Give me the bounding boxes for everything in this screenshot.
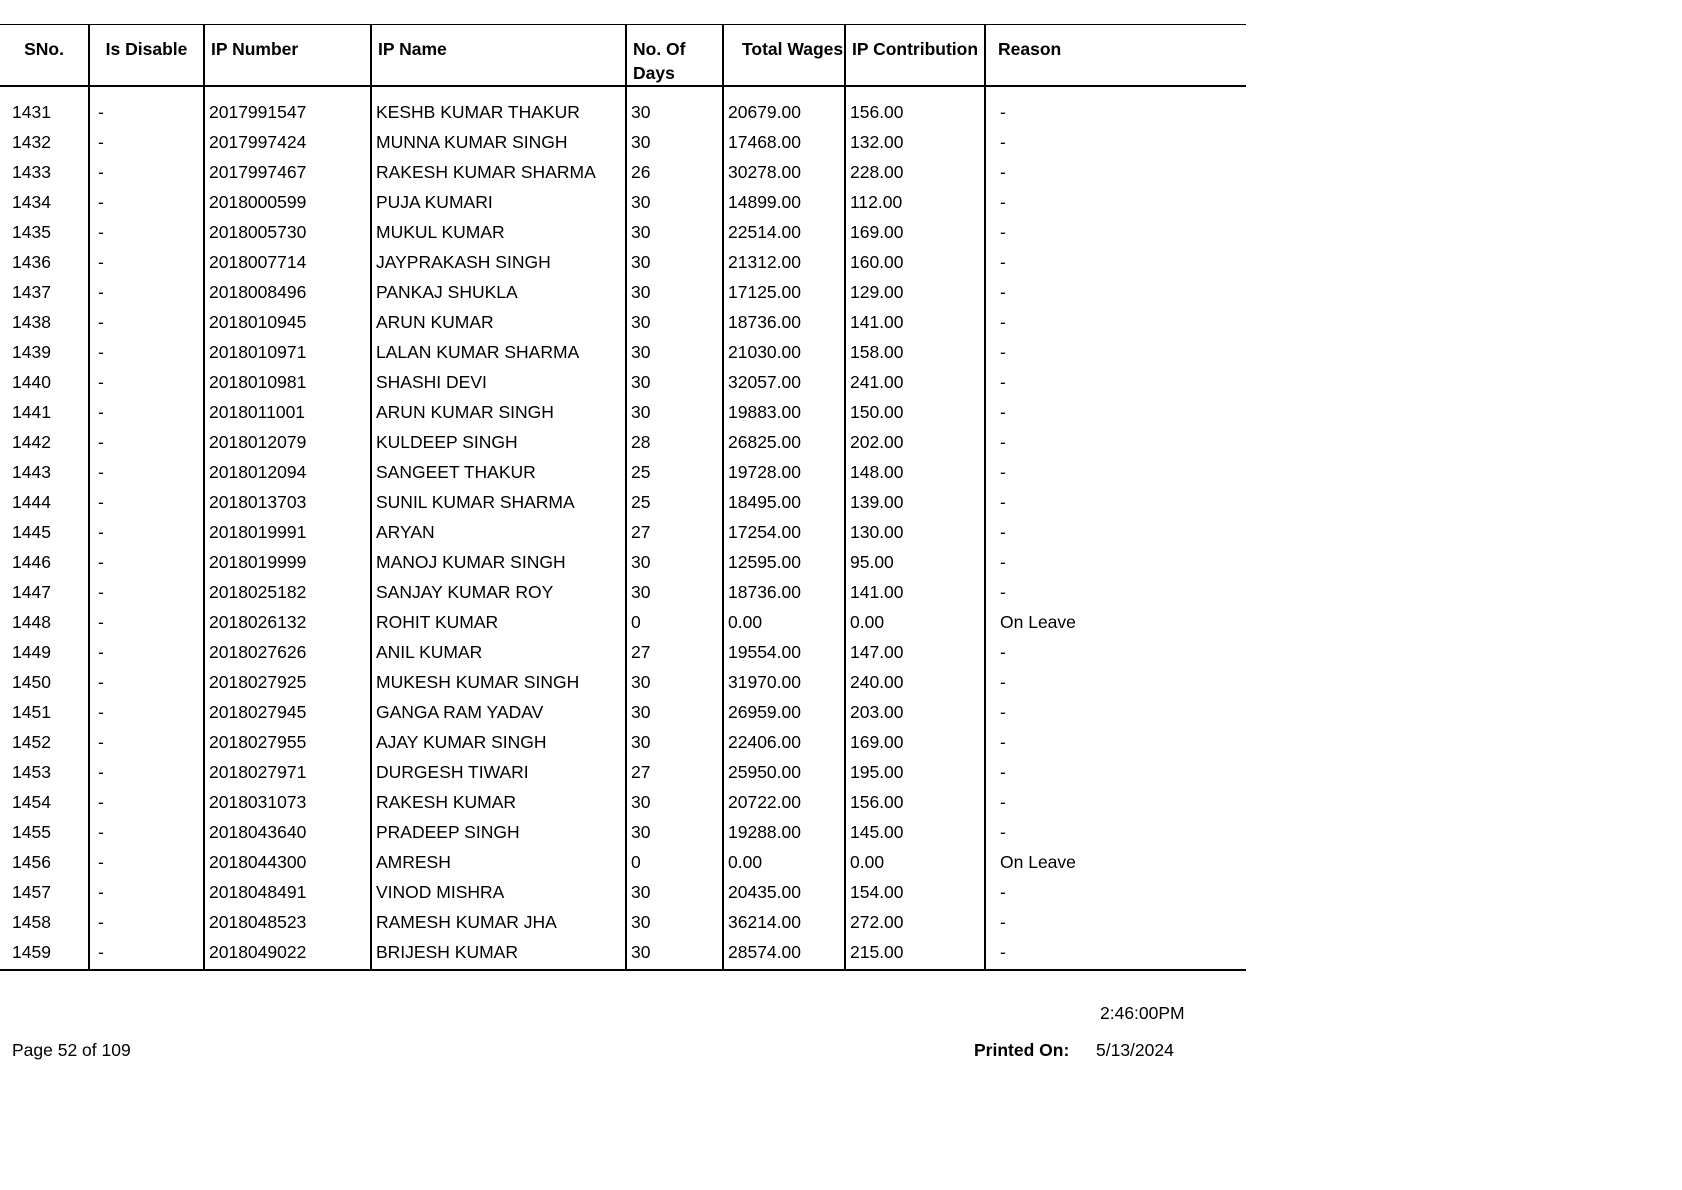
cell-is-disable: - [89,159,204,189]
cell-is-disable: - [89,669,204,699]
cell-sno: 1435 [12,222,51,242]
cell-ip-name: DURGESH TIWARI [371,759,626,789]
cell-ip-contribution: 202.00 [845,429,985,459]
cell-ip-contribution: 141.00 [845,579,985,609]
table-row [0,879,1246,909]
cell-reason: - [985,249,1246,279]
table-row [0,789,1246,819]
cell-ip-name: ANIL KUMAR [371,639,626,669]
cell-no-of-days: 30 [626,939,723,970]
cell-is-disable: - [89,519,204,549]
cell-no-of-days: 30 [626,339,723,369]
cell-total-wages: 21312.00 [723,249,845,279]
cell-reason: - [985,939,1246,970]
table-row [0,699,1246,729]
table-row [0,189,1246,219]
cell-total-wages: 22406.00 [723,729,845,759]
cell-ip-name: GANGA RAM YADAV [371,699,626,729]
cell-ip-name: MANOJ KUMAR SINGH [371,549,626,579]
cell-ip-contribution: 130.00 [845,519,985,549]
cell-sno: 1457 [12,882,51,902]
cell-ip-number: 2018012094 [204,459,371,489]
cell-ip-number: 2018005730 [204,219,371,249]
cell-no-of-days: 30 [626,879,723,909]
col-header-no-of-days: No. Of Days [626,25,723,87]
table-row [0,909,1246,939]
cell-is-disable: - [89,459,204,489]
cell-total-wages: 21030.00 [723,339,845,369]
cell-reason: - [985,339,1246,369]
cell-no-of-days: 30 [626,369,723,399]
cell-reason: - [985,729,1246,759]
cell-is-disable: - [89,399,204,429]
cell-reason: - [985,99,1246,129]
cell-no-of-days: 27 [626,639,723,669]
cell-reason: - [985,429,1246,459]
cell-ip-number: 2017997467 [204,159,371,189]
cell-ip-number: 2018010971 [204,339,371,369]
cell-ip-number: 2018027971 [204,759,371,789]
cell-sno: 1448 [12,612,51,632]
cell-ip-contribution: 215.00 [845,939,985,970]
cell-reason: - [985,489,1246,519]
table-row [0,819,1246,849]
cell-sno: 1447 [12,582,51,602]
cell-sno: 1451 [12,702,51,722]
cell-total-wages: 20435.00 [723,879,845,909]
cell-no-of-days: 30 [626,729,723,759]
cell-reason: - [985,519,1246,549]
cell-ip-name: AMRESH [371,849,626,879]
table-row [0,459,1246,489]
cell-reason: - [985,219,1246,249]
cell-ip-contribution: 156.00 [845,789,985,819]
cell-ip-name: RAKESH KUMAR [371,789,626,819]
table-row [0,489,1246,519]
cell-no-of-days: 27 [626,759,723,789]
cell-is-disable: - [89,879,204,909]
table-row [0,369,1246,399]
cell-no-of-days: 0 [626,849,723,879]
cell-is-disable: - [89,369,204,399]
cell-ip-name: SHASHI DEVI [371,369,626,399]
table-row [0,219,1246,249]
cell-ip-contribution: 0.00 [845,609,985,639]
cell-ip-name: ARUN KUMAR SINGH [371,399,626,429]
cell-no-of-days: 27 [626,519,723,549]
col-header-ip-name: IP Name [371,25,626,87]
cell-total-wages: 19554.00 [723,639,845,669]
cell-ip-name: KESHB KUMAR THAKUR [371,99,626,129]
cell-total-wages: 19288.00 [723,819,845,849]
cell-reason: - [985,879,1246,909]
cell-is-disable: - [89,189,204,219]
cell-ip-number: 2018019999 [204,549,371,579]
cell-sno: 1434 [12,192,51,212]
cell-no-of-days: 30 [626,699,723,729]
cell-reason: On Leave [985,609,1246,639]
cell-ip-number: 2018048491 [204,879,371,909]
cell-ip-number: 2018027626 [204,639,371,669]
cell-reason: - [985,669,1246,699]
col-header-ip-contribution: IP Contribution [845,25,985,87]
cell-total-wages: 17468.00 [723,129,845,159]
table-body [0,86,1246,970]
cell-ip-contribution: 160.00 [845,249,985,279]
table-row [0,129,1246,159]
table-row [0,99,1246,129]
cell-is-disable: - [89,939,204,970]
cell-total-wages: 36214.00 [723,909,845,939]
cell-sno: 1433 [12,162,51,182]
cell-reason: - [985,189,1246,219]
cell-no-of-days: 30 [626,279,723,309]
table-row [0,519,1246,549]
cell-is-disable: - [89,759,204,789]
cell-reason: - [985,699,1246,729]
table-row [0,849,1246,879]
printed-on-date: 5/13/2024 [1096,1040,1174,1060]
cell-total-wages: 25950.00 [723,759,845,789]
cell-sno: 1446 [12,552,51,572]
col-header-ip-number: IP Number [204,25,371,87]
cell-no-of-days: 30 [626,579,723,609]
cell-is-disable: - [89,729,204,759]
cell-reason: - [985,819,1246,849]
page-number: Page 52 of 109 [12,1040,131,1060]
cell-ip-number: 2017991547 [204,99,371,129]
cell-ip-contribution: 158.00 [845,339,985,369]
cell-total-wages: 30278.00 [723,159,845,189]
cell-ip-name: RAKESH KUMAR SHARMA [371,159,626,189]
cell-no-of-days: 25 [626,489,723,519]
cell-is-disable: - [89,549,204,579]
cell-ip-name: PRADEEP SINGH [371,819,626,849]
cell-ip-contribution: 139.00 [845,489,985,519]
cell-reason: - [985,759,1246,789]
cell-ip-contribution: 129.00 [845,279,985,309]
cell-reason: On Leave [985,849,1246,879]
table-row [0,549,1246,579]
table-row [0,249,1246,279]
cell-sno: 1431 [12,102,51,122]
cell-is-disable: - [89,609,204,639]
cell-ip-name: SUNIL KUMAR SHARMA [371,489,626,519]
cell-reason: - [985,279,1246,309]
contribution-table [0,24,1246,971]
cell-reason: - [985,639,1246,669]
cell-sno: 1454 [12,792,51,812]
cell-no-of-days: 26 [626,159,723,189]
cell-ip-contribution: 169.00 [845,729,985,759]
cell-no-of-days: 30 [626,309,723,339]
cell-no-of-days: 30 [626,189,723,219]
cell-ip-contribution: 195.00 [845,759,985,789]
cell-total-wages: 18495.00 [723,489,845,519]
table-row [0,429,1246,459]
cell-ip-contribution: 203.00 [845,699,985,729]
cell-ip-name: VINOD MISHRA [371,879,626,909]
cell-ip-contribution: 156.00 [845,99,985,129]
cell-ip-contribution: 95.00 [845,549,985,579]
cell-total-wages: 12595.00 [723,549,845,579]
cell-ip-contribution: 241.00 [845,369,985,399]
cell-ip-contribution: 148.00 [845,459,985,489]
cell-no-of-days: 28 [626,429,723,459]
cell-ip-contribution: 150.00 [845,399,985,429]
cell-is-disable: - [89,129,204,159]
table-row [0,279,1246,309]
cell-reason: - [985,369,1246,399]
cell-reason: - [985,309,1246,339]
cell-no-of-days: 30 [626,549,723,579]
cell-sno: 1458 [12,912,51,932]
cell-reason: - [985,549,1246,579]
table-row [0,639,1246,669]
table-row [0,309,1246,339]
cell-ip-number: 2018027945 [204,699,371,729]
cell-sno: 1449 [12,642,51,662]
cell-is-disable: - [89,309,204,339]
cell-total-wages: 32057.00 [723,369,845,399]
cell-reason: - [985,159,1246,189]
cell-ip-number: 2018012079 [204,429,371,459]
cell-ip-contribution: 132.00 [845,129,985,159]
cell-ip-name: ARUN KUMAR [371,309,626,339]
cell-total-wages: 0.00 [723,849,845,879]
cell-reason: - [985,909,1246,939]
cell-sno: 1444 [12,492,51,512]
cell-sno: 1459 [0,939,89,970]
print-time: 2:46:00PM [1100,1003,1185,1023]
cell-total-wages: 20722.00 [723,789,845,819]
table-row [0,609,1246,639]
cell-reason: - [985,459,1246,489]
cell-total-wages: 17254.00 [723,519,845,549]
cell-sno: 1445 [12,522,51,542]
cell-ip-contribution: 141.00 [845,309,985,339]
cell-ip-contribution: 0.00 [845,849,985,879]
cell-ip-number: 2018027925 [204,669,371,699]
cell-total-wages: 0.00 [723,609,845,639]
contribution-report [0,24,1246,971]
cell-ip-number: 2018008496 [204,279,371,309]
table-row [0,399,1246,429]
cell-total-wages: 26959.00 [723,699,845,729]
cell-ip-name: AJAY KUMAR SINGH [371,729,626,759]
cell-no-of-days: 30 [626,789,723,819]
cell-ip-name: ARYAN [371,519,626,549]
cell-ip-name: ROHIT KUMAR [371,609,626,639]
cell-is-disable: - [89,219,204,249]
cell-ip-name: MUKUL KUMAR [371,219,626,249]
cell-sno: 1437 [12,282,51,302]
cell-ip-number: 2018010945 [204,309,371,339]
cell-no-of-days: 30 [626,219,723,249]
table-row [0,669,1246,699]
cell-no-of-days: 30 [626,129,723,159]
cell-is-disable: - [89,249,204,279]
cell-is-disable: - [89,819,204,849]
cell-ip-number: 2018019991 [204,519,371,549]
cell-ip-number: 2018025182 [204,579,371,609]
cell-ip-contribution: 147.00 [845,639,985,669]
cell-total-wages: 14899.00 [723,189,845,219]
cell-total-wages: 18736.00 [723,579,845,609]
header-row [0,25,1246,87]
cell-ip-contribution: 169.00 [845,219,985,249]
table-row [0,759,1246,789]
cell-sno: 1452 [12,732,51,752]
table-row [0,729,1246,759]
cell-ip-number: 2018026132 [204,609,371,639]
cell-total-wages: 19728.00 [723,459,845,489]
cell-is-disable: - [89,489,204,519]
col-header-is-disable: Is Disable [89,25,204,87]
cell-is-disable: - [89,579,204,609]
cell-ip-name: LALAN KUMAR SHARMA [371,339,626,369]
cell-ip-number: 2018049022 [204,939,371,970]
cell-reason: - [985,399,1246,429]
cell-sno: 1443 [12,462,51,482]
cell-is-disable: - [89,909,204,939]
cell-no-of-days: 0 [626,609,723,639]
cell-sno: 1439 [12,342,51,362]
cell-ip-contribution: 154.00 [845,879,985,909]
cell-reason: - [985,129,1246,159]
cell-sno: 1441 [12,402,51,422]
cell-ip-number: 2017997424 [204,129,371,159]
cell-is-disable: - [89,699,204,729]
cell-ip-number: 2018048523 [204,909,371,939]
cell-ip-name: PANKAJ SHUKLA [371,279,626,309]
cell-ip-number: 2018010981 [204,369,371,399]
cell-ip-name: KULDEEP SINGH [371,429,626,459]
cell-ip-name: SANGEET THAKUR [371,459,626,489]
cell-ip-number: 2018027955 [204,729,371,759]
cell-ip-name: PUJA KUMARI [371,189,626,219]
cell-total-wages: 22514.00 [723,219,845,249]
cell-total-wages: 18736.00 [723,309,845,339]
cell-ip-contribution: 240.00 [845,669,985,699]
cell-ip-number: 2018043640 [204,819,371,849]
cell-ip-number: 2018011001 [204,399,371,429]
cell-ip-number: 2018044300 [204,849,371,879]
cell-sno: 1456 [12,852,51,872]
cell-reason: - [985,789,1246,819]
cell-no-of-days: 30 [626,249,723,279]
cell-no-of-days: 25 [626,459,723,489]
cell-is-disable: - [89,99,204,129]
cell-is-disable: - [89,789,204,819]
cell-ip-contribution: 112.00 [845,189,985,219]
cell-is-disable: - [89,849,204,879]
cell-ip-name: MUNNA KUMAR SINGH [371,129,626,159]
cell-ip-name: RAMESH KUMAR JHA [371,909,626,939]
table-row [0,939,1246,970]
spacer-row [0,86,1246,99]
cell-ip-contribution: 272.00 [845,909,985,939]
cell-sno: 1440 [12,372,51,392]
cell-is-disable: - [89,339,204,369]
printed-on-label: Printed On: [974,1040,1070,1060]
cell-ip-name: MUKESH KUMAR SINGH [371,669,626,699]
cell-ip-number: 2018013703 [204,489,371,519]
cell-ip-number: 2018031073 [204,789,371,819]
cell-sno: 1432 [12,132,51,152]
cell-ip-number: 2018000599 [204,189,371,219]
cell-sno: 1436 [12,252,51,272]
col-header-reason: Reason [985,25,1246,87]
table-row [0,159,1246,189]
cell-no-of-days: 30 [626,399,723,429]
cell-no-of-days: 30 [626,669,723,699]
cell-total-wages: 28574.00 [723,939,845,970]
cell-sno: 1442 [12,432,51,452]
cell-ip-number: 2018007714 [204,249,371,279]
col-header-sno: SNo. [0,25,89,87]
col-header-total-wages: Total Wages [723,25,845,87]
cell-is-disable: - [89,639,204,669]
cell-ip-name: BRIJESH KUMAR [371,939,626,970]
cell-sno: 1453 [12,762,51,782]
cell-ip-contribution: 145.00 [845,819,985,849]
cell-no-of-days: 30 [626,99,723,129]
cell-ip-name: SANJAY KUMAR ROY [371,579,626,609]
cell-is-disable: - [89,279,204,309]
cell-ip-name: JAYPRAKASH SINGH [371,249,626,279]
table-row [0,339,1246,369]
cell-total-wages: 31970.00 [723,669,845,699]
cell-ip-contribution: 228.00 [845,159,985,189]
cell-reason: - [985,579,1246,609]
cell-total-wages: 26825.00 [723,429,845,459]
cell-sno: 1450 [12,672,51,692]
table-row [0,579,1246,609]
cell-sno: 1438 [12,312,51,332]
cell-total-wages: 19883.00 [723,399,845,429]
cell-sno: 1455 [12,822,51,842]
cell-no-of-days: 30 [626,819,723,849]
cell-total-wages: 17125.00 [723,279,845,309]
cell-no-of-days: 30 [626,909,723,939]
cell-total-wages: 20679.00 [723,99,845,129]
cell-is-disable: - [89,429,204,459]
